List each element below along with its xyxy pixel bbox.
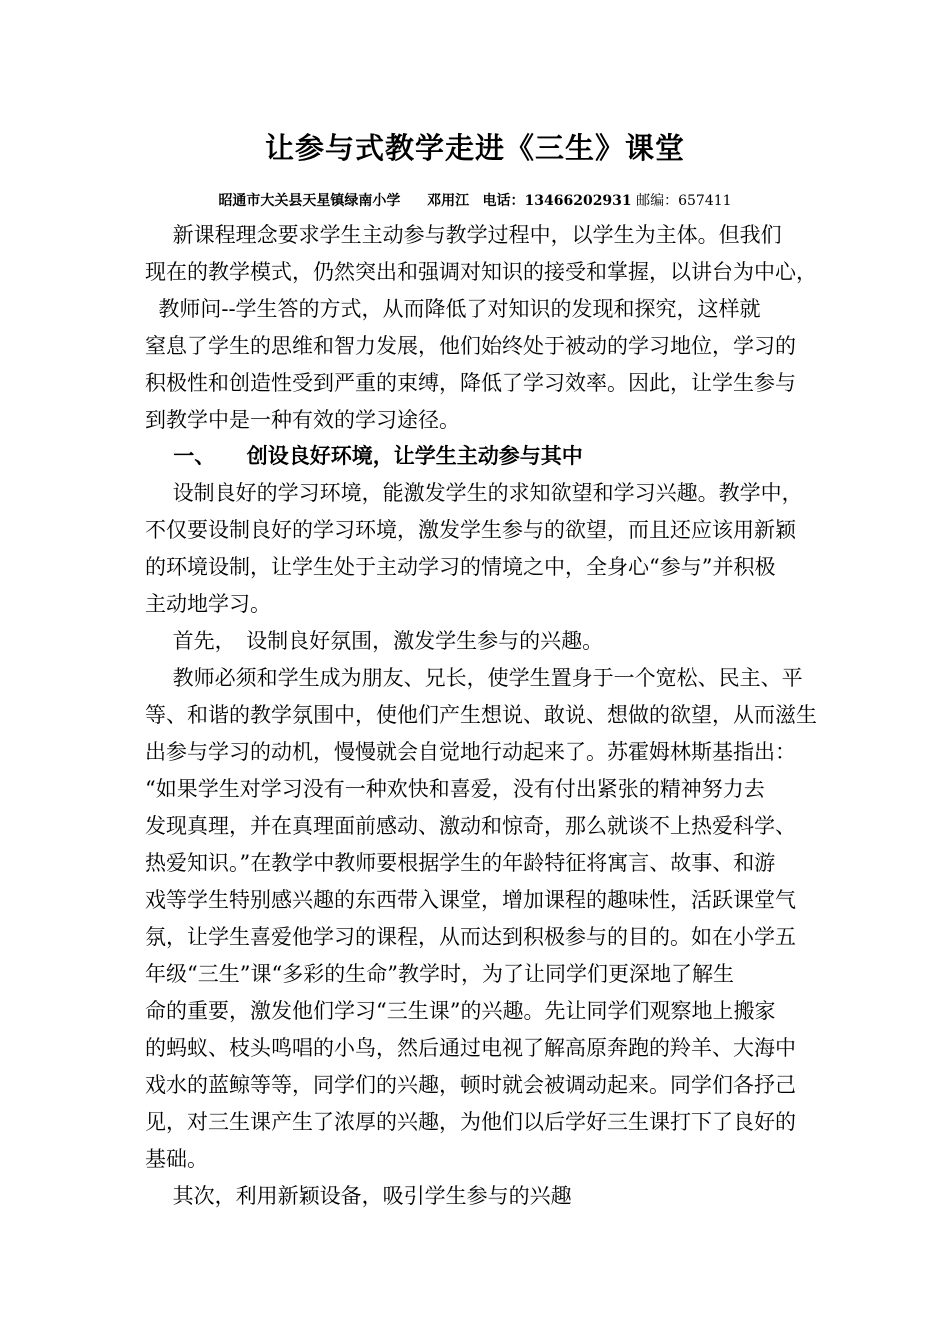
body-line: 命的重要，激发他们学习“三生课”的兴趣。先让同学们观察地上搬家 — [145, 999, 776, 1023]
body-line: 的环境设制，让学生处于主动学习的情境之中，全身心“参与”并积极 — [145, 555, 776, 579]
body-line: 现在的教学模式，仍然突出和强调对知识的接受和掌握，以讲台为中心， — [145, 260, 817, 284]
body-line: 氛，让学生喜爱他学习的课程，从而达到积极参与的目的。如在小学五 — [145, 925, 796, 949]
body-line: 戏水的蓝鲸等等，同学们的兴趣，顿时就会被调动起来。同学们各抒己 — [145, 1073, 796, 1097]
body-line: 积极性和创造性受到严重的束缚，降低了学习效率。因此，让学生参与 — [145, 371, 796, 395]
postcode-label: 邮编： — [636, 193, 679, 209]
body-line: 发现真理，并在真理面前感动、激动和惊奇，那么就谈不上热爱科学、 — [145, 814, 796, 838]
body-line: 年级“三生”课“多彩的生命”教学时，为了让同学们更深地了解生 — [145, 962, 734, 986]
body-line: 教师必须和学生成为朋友、兄长，使学生置身于一个宽松、民主、平 — [145, 666, 803, 690]
postcode-value: 657411 — [678, 193, 732, 209]
body-line: 新课程理念要求学生主动参与教学过程中，以学生为主体。但我们 — [145, 223, 782, 247]
section-heading: 一、 创设良好环境，让学生主动参与其中 — [145, 443, 583, 468]
body-line: 设制良好的学习环境，能激发学生的求知欲望和学习兴趣。教学中， — [145, 481, 803, 505]
body-line: 主动地学习。 — [145, 592, 271, 616]
body-line: 出参与学习的动机，慢慢就会自觉地行动起来了。苏霍姆林斯基指出： — [145, 740, 796, 764]
body-line: 教师问--学生答的方式，从而降低了对知识的发现和探究，这样就 — [145, 297, 761, 321]
body-line: 戏等学生特别感兴趣的东西带入课堂，增加课程的趣味性，活跃课堂气 — [145, 888, 796, 912]
school-name: 昭通市大关县天星镇绿南小学 — [218, 193, 401, 209]
phone-number: 13466202931 — [524, 193, 632, 209]
subheading-line: 首先， 设制良好氛围，激发学生参与的兴趣。 — [145, 629, 604, 653]
body-line: 见，对三生课产生了浓厚的兴趣，为他们以后学好三生课打下了良好的 — [145, 1110, 796, 1134]
body-line: 基础。 — [145, 1147, 208, 1171]
body-line: 窒息了学生的思维和智力发展，他们始终处于被动的学习地位，学习的 — [145, 334, 796, 358]
body-line: 的蚂蚁、枝头鸣唱的小鸟，然后通过电视了解高原奔跑的羚羊、大海中 — [145, 1036, 796, 1060]
document-title: 让参与式教学走进《三生》课堂 — [264, 131, 685, 165]
subheading-line: 其次，利用新颖设备，吸引学生参与的兴趣 — [145, 1184, 572, 1208]
body-line: 到教学中是一种有效的学习途径。 — [145, 408, 460, 432]
body-line: 等、和谐的教学氛围中，使他们产生想说、敢说、想做的欲望，从而滋生 — [145, 703, 817, 727]
body-line: “如果学生对学习没有一种欢快和喜爱，没有付出紧张的精神努力去 — [145, 777, 765, 801]
body-line: 热爱知识。”在教学中教师要根据学生的年龄特征将寓言、故事、和游 — [145, 851, 776, 875]
body-line: 不仅要设制良好的学习环境，激发学生参与的欲望，而且还应该用新颖 — [145, 518, 796, 542]
author-byline — [0, 190, 950, 212]
author-name: 邓用江 — [427, 193, 470, 209]
phone-label: 电话： — [482, 193, 525, 209]
